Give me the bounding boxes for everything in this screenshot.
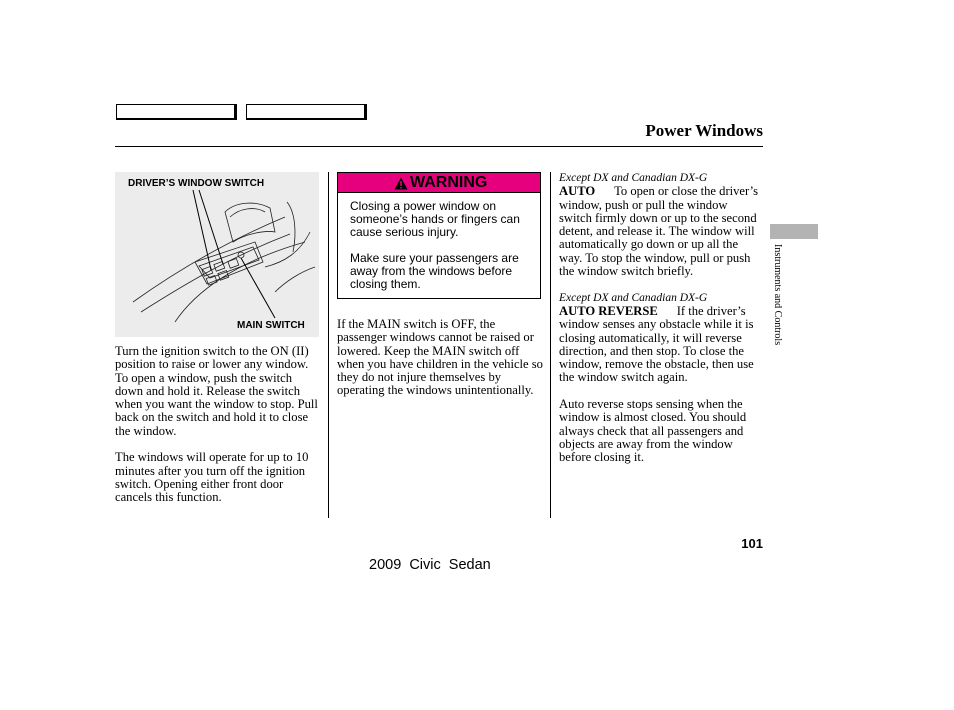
warning-box xyxy=(337,193,541,299)
door-panel-drawing xyxy=(115,172,319,337)
column-divider xyxy=(328,172,329,518)
warning-text: Closing a power window on someone’s hands or fingers can cause serious injury. xyxy=(350,199,520,239)
page-title: Power Windows xyxy=(645,121,763,140)
column-3-text xyxy=(559,172,763,478)
paragraph: If the MAIN switch is OFF, the passenger windows cannot be raised or lowered. Keep the MAIN switch off when you have children in the vehicle so they do not injure themselves by operating the windows unintentionally. xyxy=(337,317,543,398)
paragraph: If the driver’s window senses any obstacle while it is closing automatically, it will reverse direction, and then stop. To close the window, remove the obstacle, then use the window switch again. xyxy=(559,303,754,385)
nav-button-next[interactable] xyxy=(246,104,367,120)
section-heading-auto: AUTO xyxy=(559,184,596,199)
model-note: Except DX and Canadian DX-G xyxy=(559,291,708,304)
column-2-text xyxy=(337,318,543,411)
section-name: Instruments and Controls xyxy=(772,244,783,346)
warning-header xyxy=(337,172,541,193)
window-switch-illustration xyxy=(115,172,319,337)
model-note: Except DX and Canadian DX-G xyxy=(559,172,708,184)
paragraph: The windows will operate for up to 10 minutes after you turn off the ignition switch. Opening either front door cancels this function. xyxy=(115,450,309,505)
paragraph: Auto reverse stops sensing when the window is almost closed. You should always check that all passengers and objects are away from the window before closing it. xyxy=(559,397,747,465)
warning-heading: WARNING xyxy=(410,174,488,191)
section-tab-label xyxy=(770,244,784,374)
column-divider xyxy=(550,172,551,518)
paragraph: Turn the ignition switch to the ON (II) position to raise or lower any window. To open a window, push the switch down and hold it. Release the switch when you want the window to stop. Pull back on the switch and hold it to close the window. xyxy=(115,344,318,438)
paragraph: To open or close the driver’s window, push or pull the window switch firmly down or up to the second detent, and release it. The window will automatically go down or up all the way. To stop the window, pull or push the window switch briefly. xyxy=(559,184,759,279)
section-tab[interactable] xyxy=(770,224,818,239)
model-footer: 2009 Civic Sedan xyxy=(369,557,491,573)
warning-triangle-icon xyxy=(394,177,408,190)
nav-button-prev[interactable] xyxy=(116,104,237,120)
section-heading-auto-reverse: AUTO REVERSE xyxy=(559,303,658,318)
page-number: 101 xyxy=(741,536,763,551)
column-1-text xyxy=(115,345,320,518)
header-rule xyxy=(115,146,763,147)
figure-label-driver-switch: DRIVER’S WINDOW SWITCH xyxy=(128,178,265,189)
figure-label-main-switch: MAIN SWITCH xyxy=(237,320,305,331)
warning-text: Make sure your passengers are away from the windows before closing them. xyxy=(350,251,519,291)
